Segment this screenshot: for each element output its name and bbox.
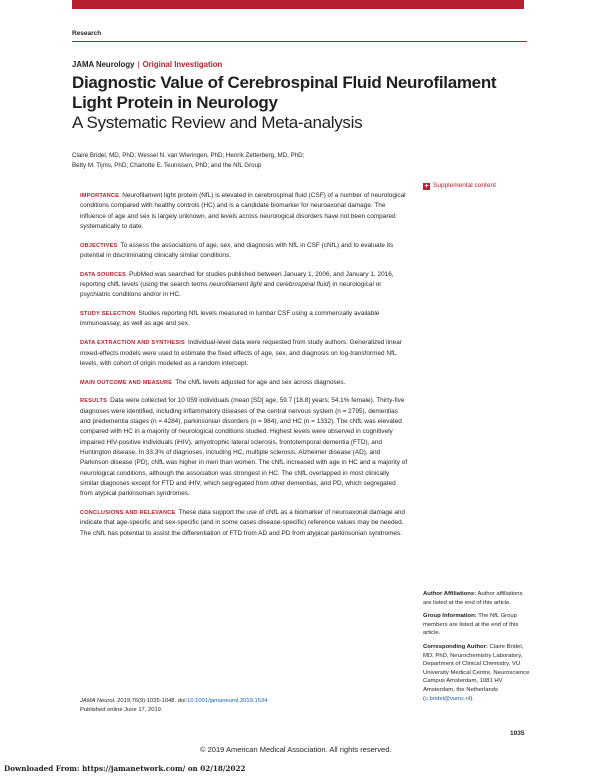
journal-line [72,60,222,69]
authors-line-2: Betty M. Tijms, PhD; Charlotte E. Teunissen, PhD; and the NfL Group [72,161,262,169]
abstract-objectives: OBJECTIVES To assess the associations of age, sex, and diagnosis with NfL in CSF (cNfL) and to evaluate its potential in discriminating clinically similar conditions. [80,241,394,259]
supplemental-label: Supplemental content [433,182,496,189]
journal-separator: | [137,60,140,69]
citation-line: JAMA Neurol. 2019;76(9):1035-1048. doi:10.1001/jamaneurol.2019.1534 [80,698,268,704]
abstract-outcome: MAIN OUTCOME AND MEASURE The cNfL levels adjusted for age and sex across diagnoses. [80,378,346,386]
authors-line-1: Claire Bridel, MD, PhD; Wessel N. van Wieringen, PhD; Henrik Zetterberg, MD, PhD; [72,152,305,159]
doi-link[interactable]: 10.1001/jamaneurol.2019.1534 [187,698,268,704]
plus-icon: + [424,183,429,190]
page-number: 1035 [510,730,525,737]
abstract-results: RESULTS Data were collected for 10 059 individuals (mean [SD] age, 59.7 [18.8] years; 54.1% female). Thirty-five diagnoses were identified, including inflammatory diseases of the central nervous system (n = 2795), dementias and predementia stages (n = 4284), parkinsonian disorders (n = 984), and HC (n = 1332). The cNfL was elevated compared with HC in a majority of neurological conditions studied. Highest levels were observed in cognitively impaired HIV-positive individuals (iHIV), amyotrophic lateral sclerosis, frontotemporal dementia (FTD), and Huntington disease. In 33.3% of diagnoses, including HC, multiple sclerosis, Alzheimer disease (AD), and Parkinson disease (PD), cNfL was higher in men than women. The cNfL increased with age in HC and a majority of neurological conditions, although the association was strongest in HC. The cNfL overlapped in most clinically similar diagnoses except for FTD and iHIV, which segregated from other dementias, and PD, which segregated from atypical parkinsonian syndromes. [80,397,408,498]
abstract-study-selection: STUDY SELECTION Studies reporting NfL levels measured in lumbar CSF using a commercially available immunoassay, as well as age and sex. [80,310,380,328]
abstract [80,191,408,547]
download-stamp: Downloaded From: https://jamanetwork.com/ on 02/18/2022 [4,764,246,773]
author-email-link[interactable]: c.bridel@vumc.nl [424,695,471,702]
abstract-importance: IMPORTANCE Neurofilament light protein (NfL) is elevated in cerebrospinal fluid (CSF) of a number of neurological conditions compared with healthy controls (HC) and is a candidate biomarker for neuroaxonal damage. The influence of age and sex is largely unknown, and levels across neurological disorders have not been compared systematically to date. [80,192,406,230]
header-red-bar [72,0,524,9]
article-subtitle: A Systematic Review and Meta-analysis [72,113,363,132]
supplemental-content-link[interactable] [423,182,496,190]
article-title: Diagnostic Value of Cerebrospinal Fluid Neurofilament Light Protein in Neurology [72,73,497,112]
section-label: Research [72,30,102,37]
abstract-data-sources: DATA SOURCES PubMed was searched for studies published between January 1, 2006, and January 1, 2016, reporting cNfL levels (using the search terms neurofilament light and cerebrospinal fluid) in neurological or psychiatric conditions and/or in HC. [80,270,394,299]
author-info-sidebar [423,590,531,708]
journal-name: JAMA Neurology [72,60,135,69]
citation-block [80,697,410,714]
copyright-notice: © 2019 American Medical Association. All rights reserved. [200,745,392,754]
header-rule [72,41,527,42]
article-type: Original Investigation [142,60,223,69]
group-information: Group Information: The NfL Group members are listed at the end of this article. [423,613,519,637]
abstract-conclusions: CONCLUSIONS AND RELEVANCE These data support the use of cNfL as a biomarker of neuroaxonal damage and indicate that age-specific and sex-specific (and in some cases disease-specific) reference values may be needed. The cNfL has potential to assist the differentiation of FTD from AD and PD from atypical parkinsonian syndromes. [80,508,406,537]
corresponding-author: Corresponding Author: Claire Bridel, MD, PhD, Neurochemistry Laboratory, Department of Clinical Chemistry, VU University Medical Centre, Neuroscience Campus Amsterdam, 1081 HV Amsterdam, the Netherlands (c.bridel@vumc.nl). [423,643,530,702]
author-affiliations: Author Affiliations: Author affiliations are listed at the end of this article. [423,591,523,606]
abstract-extraction: DATA EXTRACTION AND SYNTHESIS Individual-level data were requested from study authors. Generalized linear mixed-effects models were used to estimate the fixed effects of age, sex, and diagnosis on log-transformed NfL levels, with cohort of origin modeled as a random intercept. [80,339,402,367]
author-list [72,151,452,170]
published-date: Published online June 17, 2019. [80,706,163,713]
